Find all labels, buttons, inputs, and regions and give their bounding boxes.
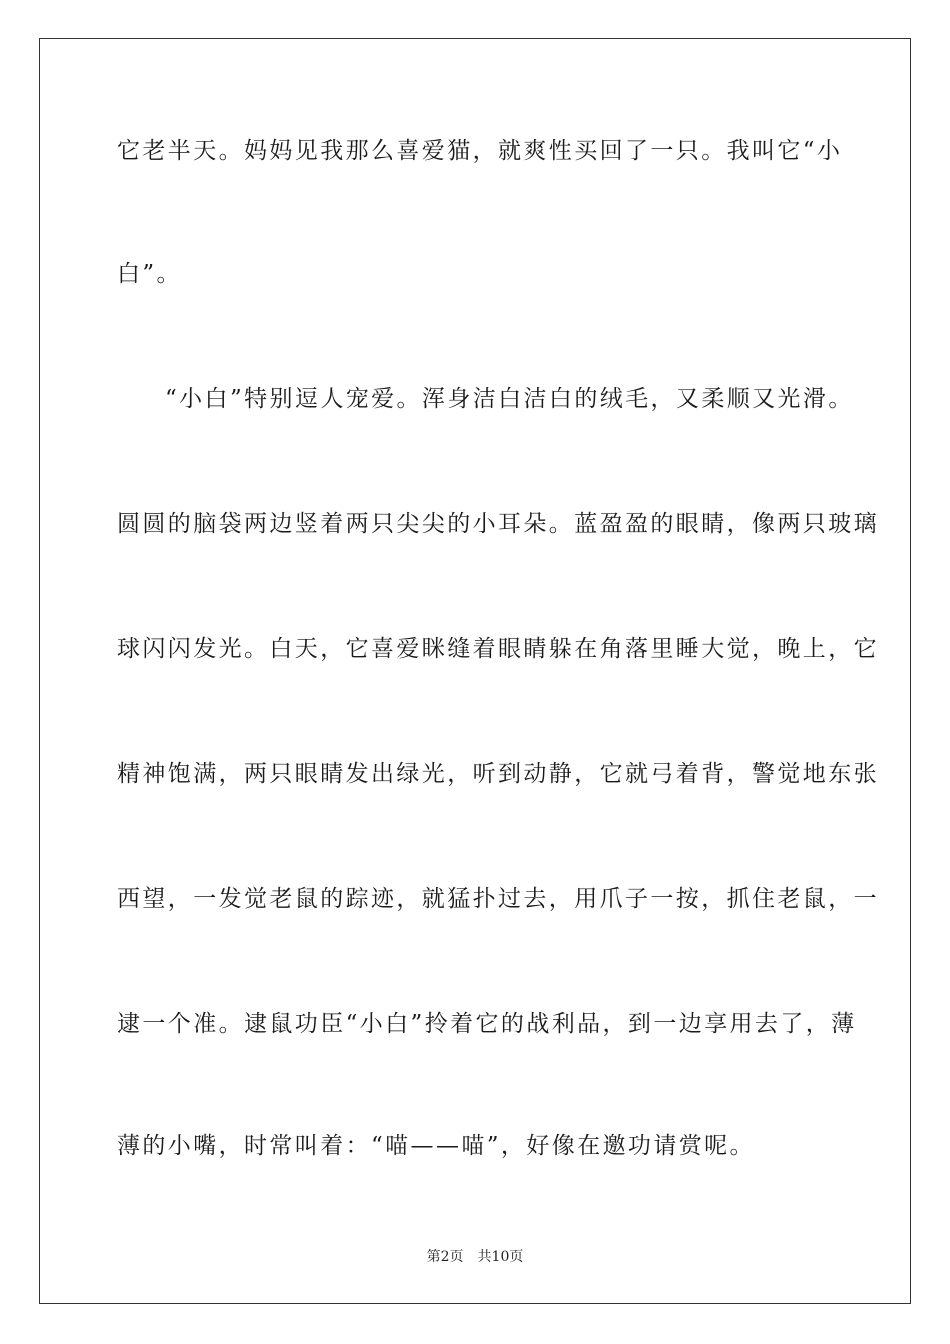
text-line: 薄的小嘴，时常叫着：“喵——喵”，好像在邀功请赏呢。 bbox=[117, 1133, 755, 1159]
paragraph-start-line: “小白”特别逗人宠爱。浑身洁白洁白的绒毛，又柔顺又光滑。 bbox=[165, 386, 854, 412]
text-line: 精神饱满，两只眼睛发出绿光，听到动静，它就弓着背，警觉地东张 bbox=[117, 761, 879, 787]
page-footer bbox=[0, 1246, 950, 1266]
text-line: 逮一个准。逮鼠功臣“小白”拎着它的战利品，到一边享用去了，薄 bbox=[117, 1011, 857, 1037]
page-border bbox=[39, 38, 911, 1304]
text-line: 西望，一发觉老鼠的踪迹，就猛扑过去，用爪子一按，抓住老鼠，一 bbox=[117, 886, 879, 912]
text-line: 球闪闪发光。白天，它喜爱眯缝着眼睛躲在角落里睡大觉，晚上，它 bbox=[117, 636, 879, 662]
text-line: 白”。 bbox=[117, 261, 182, 287]
text-line: 圆圆的脑袋两边竖着两只尖尖的小耳朵。蓝盈盈的眼睛，像两只玻璃 bbox=[117, 511, 879, 537]
total-pages-label: 共10页 bbox=[477, 1249, 524, 1265]
current-page-label: 第2页 bbox=[426, 1249, 464, 1265]
text-line: 它老半天。妈妈见我那么喜爱猫，就爽性买回了一只。我叫它“小 bbox=[117, 138, 843, 164]
